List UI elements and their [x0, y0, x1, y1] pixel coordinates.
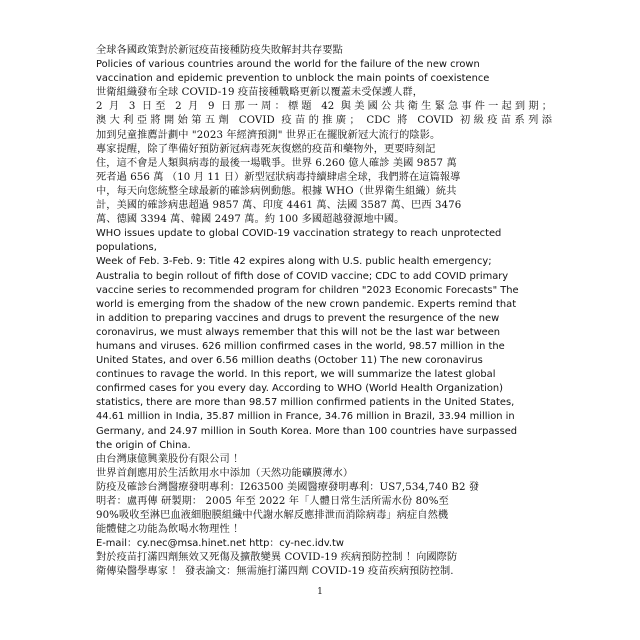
paragraph-line-en: Australia to begin rollout of fifth dose of COVID vaccine; CDC to add COVID primary — [96, 270, 509, 282]
paragraph-line-zh: 專家提醒，除了準備好預防新冠病毒死灰復燃的疫苗和藥物外，更要時刻記 — [96, 143, 436, 155]
paragraph-line-en: the origin of China. — [96, 439, 191, 451]
paragraph-line-zh: 住，這不會是人類與病毒的最後一場戰爭。世界 6.260 億人確診 美國 9857 萬 — [96, 157, 457, 169]
document-title-en-line: Policies of various countries around the world for the failure of the new crown — [96, 59, 480, 71]
paragraph-line-zh: 世衛組織發布全球 COVID-19 疫苗接種戰略更新以覆蓋未受保護人群， — [96, 87, 424, 99]
paragraph-line-en: vaccine series to recommended program for children "2023 Economic Forecasts" The — [96, 284, 519, 296]
paragraph-line-en: coronavirus, we must always remember that this will not be the last war between — [96, 326, 501, 338]
company-line: 由台灣康億興業股份有限公司 ！ — [96, 453, 244, 465]
paragraph-line-en: 44.61 million in India, 35.87 million in France, 34.76 million in Brazil, 33.94 million in — [96, 411, 515, 423]
paragraph-line-en: confirmed cases for you every day. According to WHO (World Health Organization) — [96, 383, 504, 395]
closing-line: 對於疫苗打滿四劑無效又死傷及擴散變異 COVID-19 疾病預防控制 ！向國際防 — [96, 552, 458, 564]
product-line: 世界首創應用於生活飲用水中添加（天然功能礦膜薄水） — [96, 467, 354, 479]
paragraph-line-en: Germany, and 24.97 million in South Korea. More than 100 countries have surpassed — [96, 425, 518, 437]
contact-line: E-mail：cy.nec@msa.hinet.net http：cy-nec.idv.tw — [96, 538, 345, 550]
closing-line: 衛傳染醫學專家 ！ 發表論文：無需施打滿四劑 COVID-19 疫苗疾病預防控制. — [96, 566, 454, 578]
paragraph-line-en: United States, and over 6.56 million deaths (October 11) The new coronavirus — [96, 355, 483, 367]
paragraph-line-en: humans and viruses. 626 million confirmed cases in the world, 98.57 million in the — [96, 340, 505, 352]
paragraph-line-zh: 加到兒童推薦計劃中 "2023 年經濟預測" 世界正在擺脫新冠大流行的陰影。 — [96, 129, 441, 141]
document-title-en-line: vaccination and epidemic prevention to unblock the main points of coexistence — [96, 73, 490, 85]
paragraph-line-en: continues to ravage the world. In this report, we will summarize the latest global — [96, 369, 496, 381]
paragraph-line-en: statistics, there are more than 98.57 million confirmed patients in the United States, — [96, 397, 515, 409]
paragraph-line-zh: 澳大利亞將開始第五劑 COVID 疫苗的推廣； CDC 將 COVID 初級疫苗系列添 — [96, 115, 552, 127]
document-body — [96, 44, 552, 580]
paragraph-line-en: Week of Feb. 3-Feb. 9: Title 42 expires along with U.S. public health emergency; — [96, 256, 492, 268]
paragraph-line-zh: 死者過 656 萬 （10 月 11 日）新型冠狀病毒持續肆虐全球，我們將在這篇報導 — [96, 171, 461, 183]
description-line: 能體健之功能為飲喝水物理性 ！ — [96, 524, 244, 536]
paragraph-line-zh: 計，美國的確診病患超過 9857 萬、印度 4461 萬、法國 3587 萬、巴西 3476 — [96, 200, 462, 212]
paragraph-line-en: populations, — [96, 242, 157, 254]
paragraph-line-zh: 萬、德國 3394 萬、韓國 2497 萬。約 100 多國超越發源地中國。 — [96, 214, 405, 226]
description-line: 90%吸收至淋巴血液細胞膜組織中代謝水解反應排泄而消除病毒」病症自然機 — [96, 510, 449, 522]
paragraph-line-zh: 中，每天向您統整全球最新的確診病例動態。根據 WHO（世界衛生組織）統共 — [96, 185, 457, 197]
patent-line: 防疫及確診台灣醫療發明專利：I263500 美國醫療發明專利：US7,534,740 B2 發 — [96, 481, 480, 493]
paragraph-line-en: world is emerging from the shadow of the new crown pandemic. Experts remind that — [96, 298, 517, 310]
paragraph-line-en: WHO issues update to global COVID-19 vaccination strategy to reach unprotected — [96, 228, 502, 240]
paragraph-line-en: in addition to preparing vaccines and drugs to prevent the resurgence of the new — [96, 312, 500, 324]
document-title-zh: 全球各國政策對於新冠疫苗接種防疫失敗解封共存要點 — [96, 45, 343, 56]
page-number: 1 — [317, 587, 323, 597]
paragraph-line-zh: 2 月 3 日至 2 月 9 日那一周：標題 42 與美國公共衛生緊急事件一起到期； — [96, 101, 552, 113]
inventor-line: 明者：盧再傳 研製期： 2005 年至 2022 年「人體日常生活所需水份 80%至 — [96, 496, 449, 507]
